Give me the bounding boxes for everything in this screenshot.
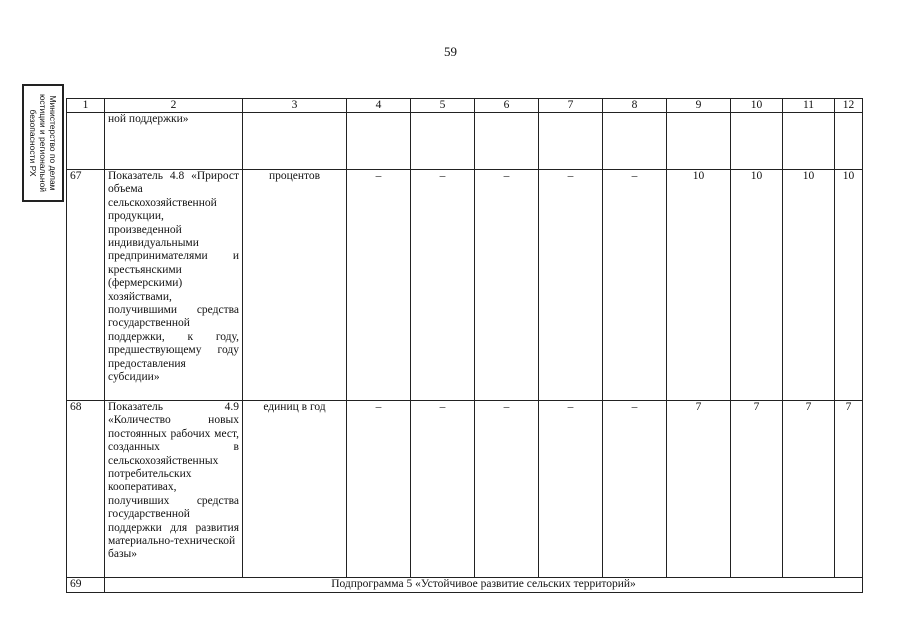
value-cell [835, 113, 863, 170]
value-cell [539, 113, 603, 170]
header-cell: 8 [603, 99, 667, 113]
table-row [67, 401, 863, 578]
header-cell: 2 [105, 99, 243, 113]
value-cell: – [347, 170, 411, 401]
value-cell: – [411, 401, 475, 578]
value-cell [667, 113, 731, 170]
header-cell: 6 [475, 99, 539, 113]
header-cell: 7 [539, 99, 603, 113]
value-cell: – [603, 401, 667, 578]
value-cell: 10 [731, 170, 783, 401]
stamp-text: Министерство по делам юстиции и региональной безопасности РХ [28, 93, 58, 193]
unit-cell [243, 113, 347, 170]
unit-cell: единиц в год [243, 401, 347, 578]
row-number-cell [67, 113, 105, 170]
header-cell: 1 [67, 99, 105, 113]
value-cell [783, 113, 835, 170]
indicator-name-cell: Показатель 4.9 «Количество новых постоянных рабочих мест, созданных в сельскохозяйственных потребительских кооперативах, получивших средства государственной поддержки для развития материально-технической базы» [105, 401, 243, 578]
continuation-row [67, 113, 863, 170]
value-cell: – [411, 170, 475, 401]
header-row [67, 99, 863, 113]
value-cell: 10 [667, 170, 731, 401]
value-cell: 7 [667, 401, 731, 578]
ministry-stamp [22, 84, 64, 202]
value-cell: – [603, 170, 667, 401]
value-cell [347, 113, 411, 170]
header-cell: 12 [835, 99, 863, 113]
value-cell: – [475, 170, 539, 401]
indicator-name-cell: Показатель 4.8 «Прирост объема сельскохозяйственной продукции, произведенной индивидуальными предпринимателями и крестьянскими (фермерскими) хозяйствами, получившими средства государственной поддержки, к году, предшествующему году предоставления субсидии» [105, 170, 243, 401]
value-cell [475, 113, 539, 170]
header-cell: 9 [667, 99, 731, 113]
value-cell: 10 [835, 170, 863, 401]
indicator-name-cell: ной поддержки» [105, 113, 243, 170]
row-number-cell: 68 [67, 401, 105, 578]
value-cell [603, 113, 667, 170]
value-cell: – [475, 401, 539, 578]
value-cell: – [347, 401, 411, 578]
value-cell: 10 [783, 170, 835, 401]
row-number-cell: 67 [67, 170, 105, 401]
subprogram-title: Подпрограмма 5 «Устойчивое развитие сельских территорий» [105, 578, 863, 593]
header-cell: 3 [243, 99, 347, 113]
header-cell: 11 [783, 99, 835, 113]
unit-cell: процентов [243, 170, 347, 401]
value-cell [731, 113, 783, 170]
value-cell: 7 [835, 401, 863, 578]
header-cell: 4 [347, 99, 411, 113]
indicator-table [66, 98, 863, 593]
header-cell: 10 [731, 99, 783, 113]
value-cell [411, 113, 475, 170]
value-cell: 7 [783, 401, 835, 578]
page-number: 59 [444, 44, 457, 59]
row-number-cell: 69 [67, 578, 105, 593]
value-cell: 7 [731, 401, 783, 578]
value-cell: – [539, 401, 603, 578]
value-cell: – [539, 170, 603, 401]
table-row [67, 170, 863, 401]
header-cell: 5 [411, 99, 475, 113]
subprogram-row [67, 578, 863, 593]
